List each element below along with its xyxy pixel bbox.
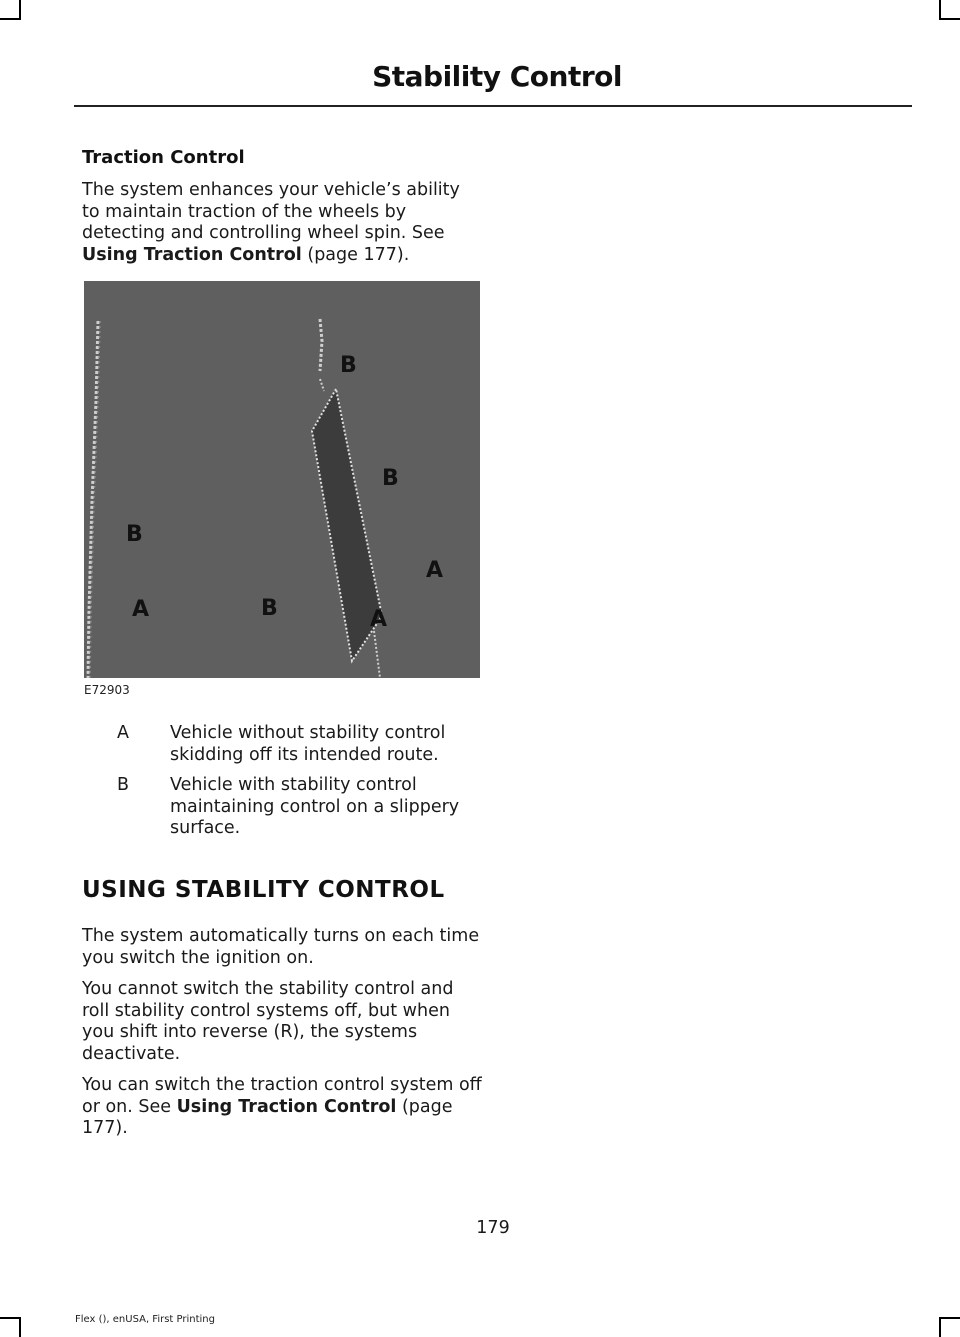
center-line (320, 319, 322, 371)
using-page-ref: (page 177). (82, 1096, 453, 1138)
legend-key: A (117, 723, 129, 743)
using-paragraph-1: The system automatically turns on each time you switch the ignition on. (82, 926, 480, 968)
crop-mark (939, 0, 941, 20)
traction-link[interactable]: Using Traction Control (82, 244, 302, 265)
traction-paragraph (82, 180, 482, 266)
crop-mark (19, 0, 21, 20)
crop-mark (939, 1317, 960, 1319)
crop-mark (939, 18, 960, 20)
footer-text: Flex (), enUSA, First Printing (75, 1314, 215, 1325)
traction-text: The system enhances your vehicle’s ability to maintain traction of the wheels by detecting and controlling wheel spin. See (82, 180, 460, 243)
crop-mark (939, 1317, 941, 1337)
figure-code: E72903 (84, 683, 130, 697)
figure-label-b: B (126, 522, 143, 547)
header-divider (74, 105, 912, 107)
left-road-edge (88, 321, 98, 678)
crop-mark (0, 18, 21, 20)
legend-key: B (117, 775, 130, 795)
stability-illustration (84, 281, 480, 678)
page-title: Stability Control (372, 60, 622, 93)
traction-heading: Traction Control (82, 147, 245, 168)
using-link[interactable]: Using Traction Control (176, 1096, 397, 1117)
figure-label-b: B (261, 596, 278, 621)
figure-label-a: A (132, 597, 150, 622)
using-paragraph-2: You cannot switch the stability control and roll stability control systems off, but when you shift into reverse (R), the systems deactivate. (82, 979, 454, 1064)
figure-label-b: B (340, 353, 357, 378)
using-body (82, 926, 482, 1140)
figure-label-a: A (426, 558, 444, 583)
crop-mark (19, 1317, 21, 1337)
legend-text: Vehicle without stability control skidding off its intended route. (170, 723, 446, 765)
legend-text: Vehicle with stability control maintaining control on a slippery surface. (170, 775, 460, 838)
figure-label-b: B (382, 466, 399, 491)
using-paragraph-3 (82, 1075, 482, 1140)
page-number: 179 (476, 1218, 510, 1238)
traction-page-ref: (page 177). (301, 244, 410, 265)
using-text: You can switch the traction control system off or on. See (82, 1075, 482, 1117)
crop-mark (0, 1317, 21, 1319)
section-heading: USING STABILITY CONTROL (82, 877, 445, 903)
figure-label-a: A (370, 607, 388, 632)
